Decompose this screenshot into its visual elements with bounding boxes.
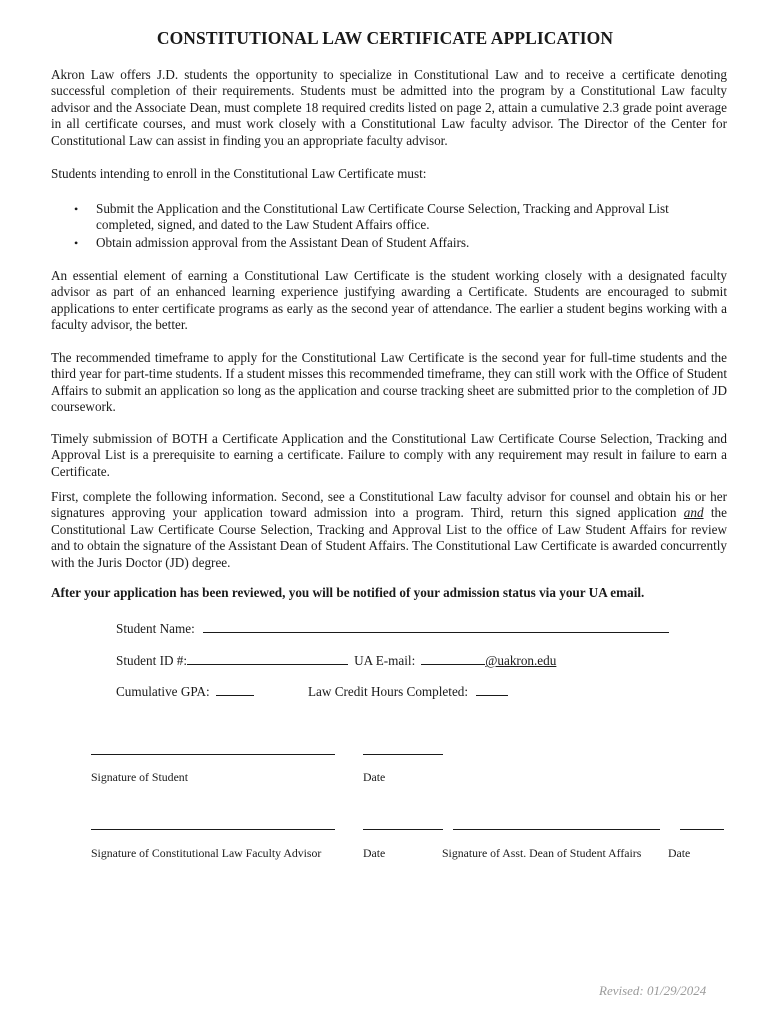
list-item-text: Submit the Application and the Constitutional Law Certificate Course Selection, Tracking and Approval List completed, signed, and dated to the Law Student Affairs office. [96,201,669,233]
intro-paragraph: Akron Law offers J.D. students the opportunity to specialize in Constitutional Law and to receive a certificate denoting successful completion of their requirements. Students must be admitted into the program by a Constitutional Law faculty advisor and the Associate Dean, must complete 18 required credits listed on page 2, attain a cumulative 2.3 grade point average in all certificate courses, and must work closely with a Constitutional Law faculty advisor. The Director of the Center for Constitutional Law can assist in finding you an appropriate faculty advisor. [51,67,727,148]
advisor-date-line[interactable] [363,829,443,830]
page-title: CONSTITUTIONAL LAW CERTIFICATE APPLICATION [156,28,614,48]
gpa-label: Cumulative GPA: [116,684,210,699]
advisor-signature-label: Signature of Constitutional Law Faculty Advisor [91,846,322,860]
list-item [51,201,711,234]
dean-signature-label: Signature of Asst. Dean of Student Affairs [442,846,642,860]
instructions-text-1: First, complete the following information. Second, see a Constitutional Law faculty advisor for counsel and obtain his or her signatures approving your application toward admission into a program. Third, return this signed application [51,489,727,521]
intending-paragraph: Students intending to enroll in the Constitutional Law Certificate must: [51,166,427,181]
list-item [51,235,711,251]
email-field[interactable] [421,651,485,665]
student-signature-line[interactable] [91,754,335,755]
gpa-field[interactable] [216,682,254,696]
student-date-label: Date [363,770,386,784]
instructions-paragraph [51,489,727,571]
bullet-icon: • [74,235,79,250]
dean-signature-line[interactable] [453,829,660,830]
email-label: UA E-mail: [354,653,416,668]
student-id-row [116,651,556,669]
student-name-row [116,619,669,637]
list-item-text: Obtain admission approval from the Assistant Dean of Student Affairs. [96,234,470,250]
student-signature-label: Signature of Student [91,770,188,784]
student-date-line[interactable] [363,754,443,755]
essential-paragraph: An essential element of earning a Constitutional Law Certificate is the student working closely with a designated faculty advisor as part of an enhanced learning experience justifying awarding a Certificate. Students are encouraged to submit applications to enter certificate programs as early as the second year of attendance. The earlier a student begins working with a faculty advisor, the better. [51,268,727,333]
student-name-label: Student Name: [116,621,195,636]
notice-text: After your application has been reviewed, you will be notified of your admission status via your UA email. [51,585,645,600]
advisor-date-label: Date [363,846,386,860]
student-id-label: Student ID #: [116,653,188,668]
timely-paragraph: Timely submission of BOTH a Certificate Application and the Constitutional Law Certificate Course Selection, Tracking and Approval List is a prerequisite to earning a certificate. Failure to comply with any requirement may result in failure to earn a Certificate. [51,431,727,479]
credit-hours-label: Law Credit Hours Completed: [308,684,469,699]
revision-date: Revised: 01/29/2024 [599,983,707,998]
credit-hours-row [308,682,508,700]
advisor-signature-line[interactable] [91,829,335,830]
gpa-row [116,682,254,700]
student-name-field[interactable] [203,619,669,633]
instructions-emphasis: and [683,505,704,521]
bullet-icon: • [74,202,79,216]
credit-hours-field[interactable] [476,682,508,696]
email-domain: @uakron.edu [485,653,557,668]
dean-date-label: Date [668,846,691,860]
instructions-text-2: the Constitutional Law Certificate Course Selection, Tracking and Approval List to the office of Law Student Affairs for review and to obtain the signature of the Assistant Dean of Student Affairs. The Constitutional Law Certificate is awarded concurrently with the Juris Doctor (JD) degree. [51,505,727,570]
requirements-list [51,201,711,252]
student-id-field[interactable] [187,651,348,665]
timeframe-paragraph: The recommended timeframe to apply for the Constitutional Law Certificate is the second year for full-time students and the third year for part-time students. If a student misses this recommended timeframe, they can still work with the Office of Student Affairs to submit an application so long as the application and course tracking sheet are submitted prior to the completion of JD coursework. [51,350,727,415]
dean-date-line[interactable] [680,829,724,830]
